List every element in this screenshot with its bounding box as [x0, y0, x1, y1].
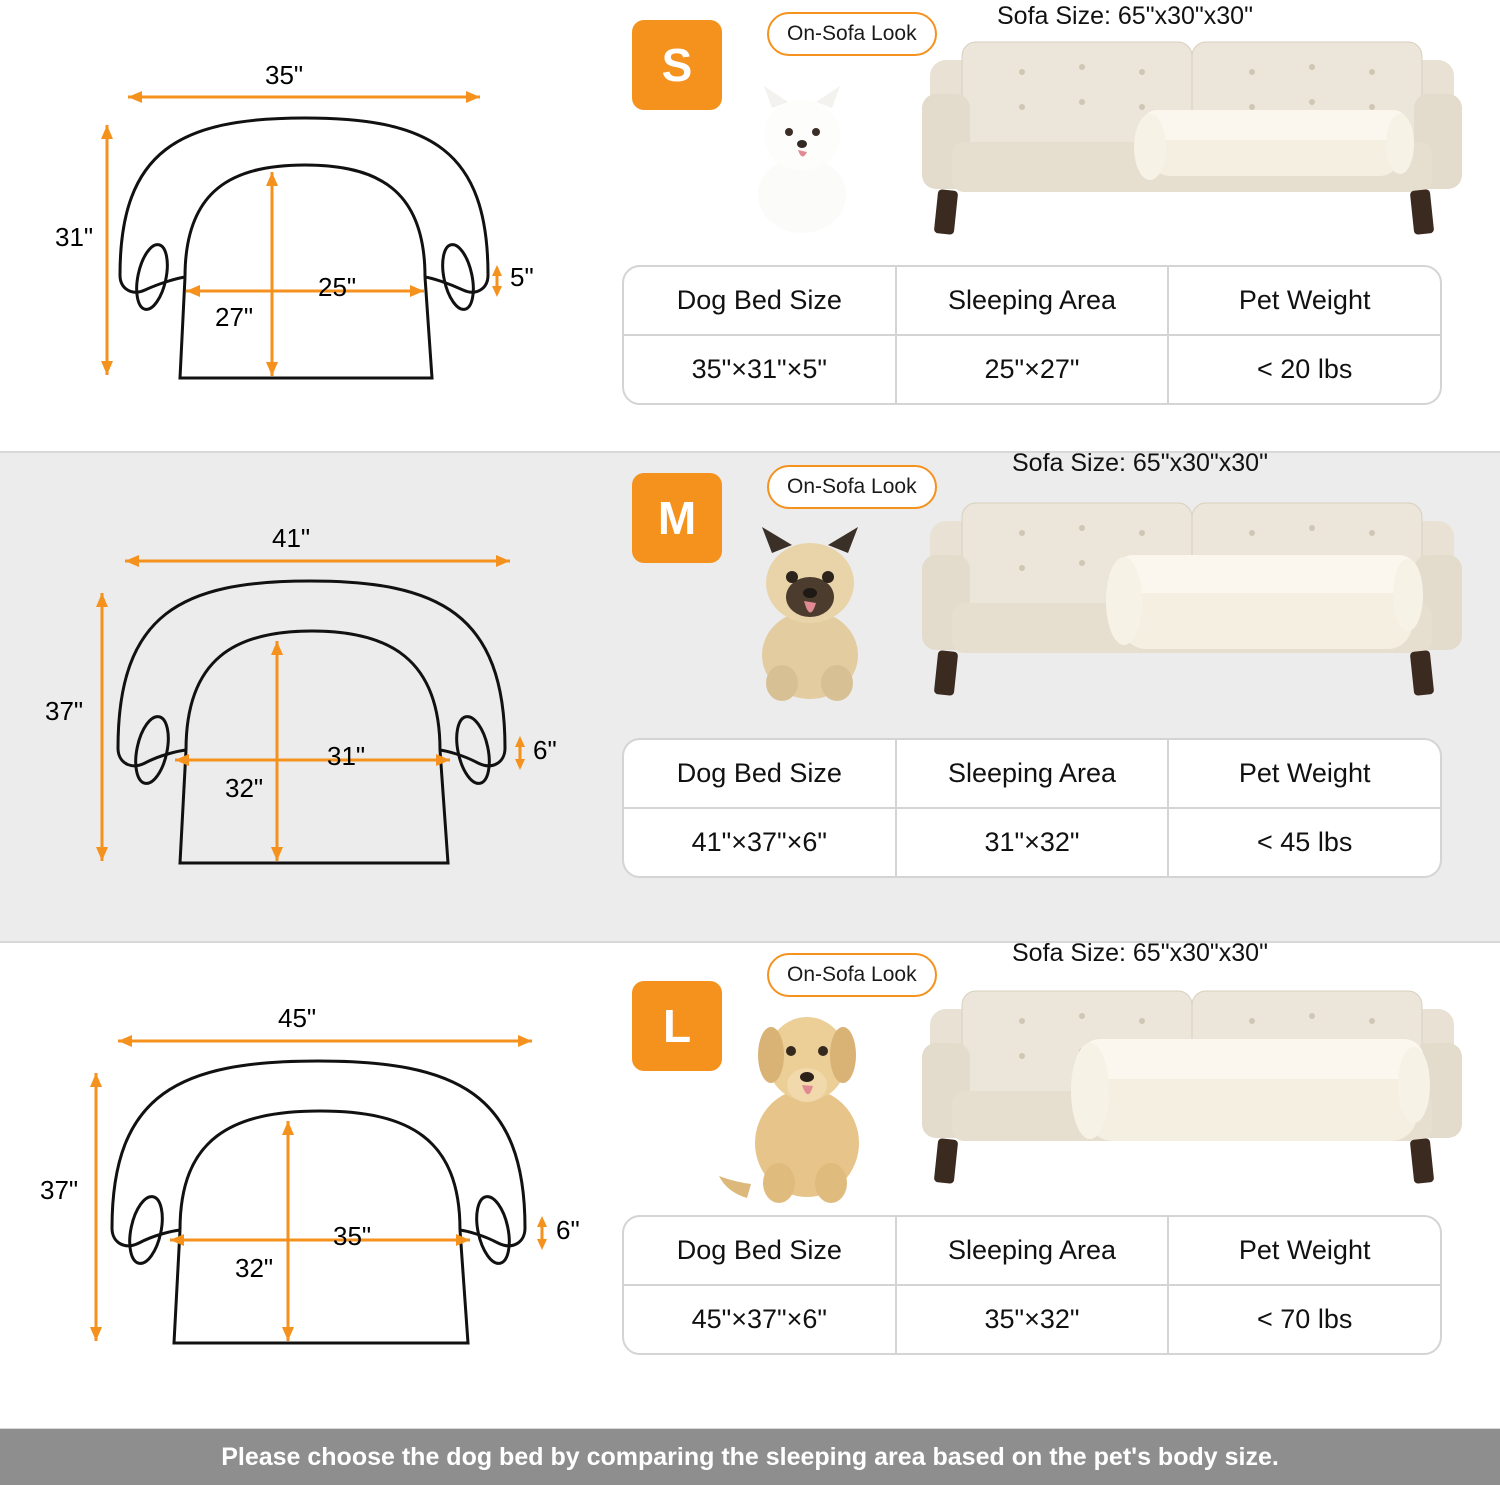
dim-label-width-large: 45"	[278, 1003, 317, 1033]
on-sofa-look-chip-medium: On-Sofa Look	[767, 465, 937, 509]
value-bed-size: 35"×31"×5"	[624, 336, 897, 403]
sofa-photo-medium	[892, 483, 1492, 713]
size-row-medium	[0, 449, 1500, 942]
dim-label-inner-width-medium: 31"	[327, 741, 366, 771]
on-sofa-look-chip-large: On-Sofa Look	[767, 953, 937, 997]
table-header-row	[624, 740, 1440, 809]
header-pet-weight: Pet Weight	[1238, 285, 1371, 315]
diagram-pane-medium	[0, 453, 612, 941]
table-row	[624, 809, 1440, 876]
dim-label-bolster-large: 6"	[556, 1215, 580, 1245]
size-row-large	[0, 939, 1500, 1429]
table-row	[624, 1286, 1440, 1353]
dim-label-height-medium: 37"	[45, 696, 84, 726]
bed-dimension-diagram-medium	[0, 453, 612, 941]
dim-label-bolster-small: 5"	[510, 262, 534, 292]
header-sleeping-area: Sleeping Area	[897, 267, 1170, 334]
header-bed-size: Dog Bed Size	[624, 740, 897, 807]
sofa-size-label-large: Sofa Size: 65"x30"x30"	[1012, 939, 1268, 967]
table-header-row	[624, 267, 1440, 336]
dim-label-inner-depth-large: 32"	[235, 1253, 274, 1283]
diagram-pane-small	[0, 0, 612, 451]
dim-label-inner-width-large: 35"	[333, 1221, 372, 1251]
dim-label-bolster-medium: 6"	[533, 735, 557, 765]
size-badge-large: L	[632, 981, 722, 1071]
value-bed-size: 45"×37"×6"	[624, 1286, 897, 1353]
on-sofa-look-chip-small: On-Sofa Look	[767, 12, 937, 56]
header-bed-size: Dog Bed Size	[624, 1217, 897, 1284]
product-pane-medium	[612, 449, 1500, 941]
dim-label-width-medium: 41"	[272, 523, 311, 553]
footer-note-text: Please choose the dog bed by comparing the sleeping area based on the pet's body size.	[221, 1442, 1279, 1471]
bed-dimension-diagram-large	[0, 943, 612, 1428]
table-row	[624, 336, 1440, 403]
value-pet-weight: < 45 lbs	[1257, 827, 1353, 857]
size-badge-small: S	[632, 20, 722, 110]
value-pet-weight: < 70 lbs	[1257, 1304, 1353, 1334]
header-sleeping-area: Sleeping Area	[897, 740, 1170, 807]
dim-label-inner-depth-medium: 32"	[225, 773, 264, 803]
header-bed-size: Dog Bed Size	[624, 267, 897, 334]
spec-table-medium	[622, 738, 1442, 878]
size-row-small	[0, 0, 1500, 452]
value-sleeping-area: 31"×32"	[897, 809, 1170, 876]
footer-note	[0, 1429, 1500, 1485]
sofa-photo-large	[892, 971, 1492, 1201]
value-pet-weight: < 20 lbs	[1257, 354, 1353, 384]
header-pet-weight: Pet Weight	[1238, 1235, 1371, 1265]
dog-photo-pomeranian	[732, 80, 872, 235]
dog-photo-labrador	[707, 993, 897, 1208]
dog-photo-pug	[722, 515, 892, 705]
sofa-photo-small	[892, 22, 1492, 252]
sofa-size-label-medium: Sofa Size: 65"x30"x30"	[1012, 449, 1268, 477]
diagram-pane-large	[0, 943, 612, 1428]
spec-table-small	[622, 265, 1442, 405]
product-pane-large	[612, 939, 1500, 1428]
dim-label-height-small: 31"	[55, 222, 94, 252]
dim-label-height-large: 37"	[40, 1175, 79, 1205]
bed-dimension-diagram-small	[0, 0, 612, 451]
header-pet-weight: Pet Weight	[1238, 758, 1371, 788]
spec-table-large	[622, 1215, 1442, 1355]
product-pane-small	[612, 0, 1500, 451]
dim-label-width-small: 35"	[265, 60, 304, 90]
value-bed-size: 41"×37"×6"	[624, 809, 897, 876]
dim-label-inner-depth-small: 27"	[215, 302, 254, 332]
size-badge-medium: M	[632, 473, 722, 563]
table-header-row	[624, 1217, 1440, 1286]
value-sleeping-area: 35"×32"	[897, 1286, 1170, 1353]
value-sleeping-area: 25"×27"	[897, 336, 1170, 403]
dim-label-inner-width-small: 25"	[318, 272, 357, 302]
header-sleeping-area: Sleeping Area	[897, 1217, 1170, 1284]
sofa-size-label-small: Sofa Size: 65"x30"x30"	[997, 2, 1253, 30]
